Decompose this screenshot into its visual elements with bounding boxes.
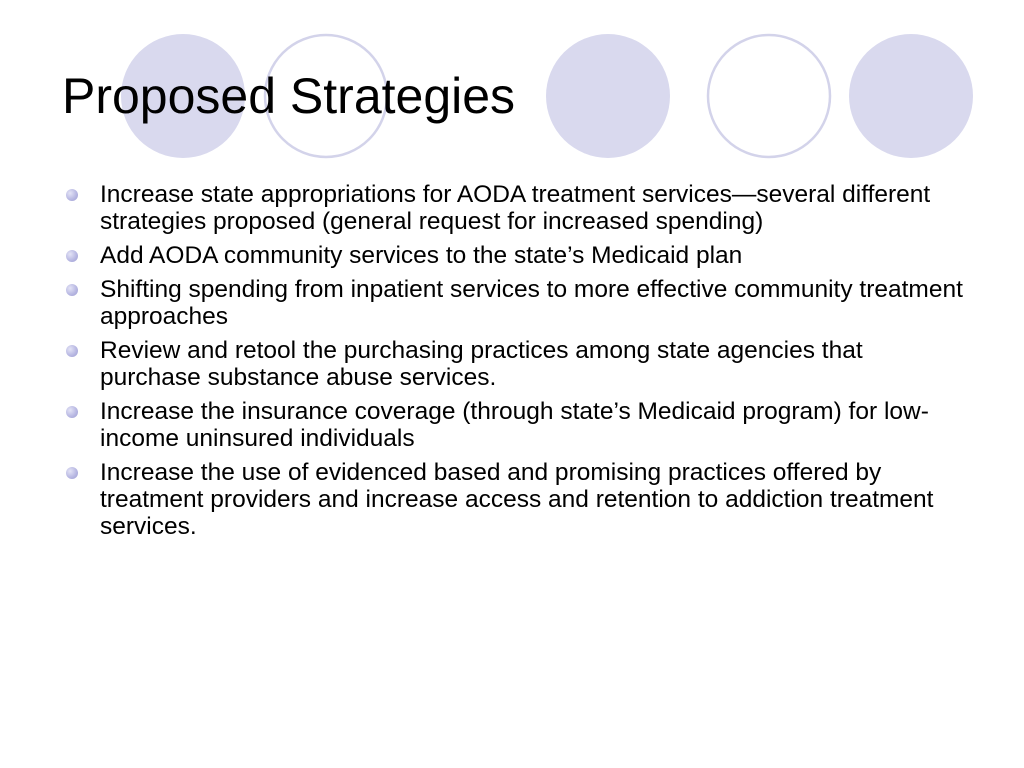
bullet-dot-icon bbox=[66, 467, 78, 479]
bullet-dot-icon bbox=[66, 406, 78, 418]
bullet-text: Increase the use of evidenced based and promising practices offered by treatment providers and increase access and retention to addiction treatment services. bbox=[100, 459, 934, 540]
bullet-dot-icon bbox=[66, 189, 78, 201]
bullet-text: Increase the insurance coverage (through state’s Medicaid program) for low-income uninsured individuals bbox=[100, 398, 929, 452]
bullet-item bbox=[66, 276, 966, 330]
bullet-dot-icon bbox=[66, 284, 78, 296]
slide-title: Proposed Strategies bbox=[62, 68, 516, 124]
filled-circle-3 bbox=[849, 34, 973, 158]
bullet-list bbox=[66, 181, 966, 547]
bullet-item bbox=[66, 459, 966, 540]
bullet-item bbox=[66, 181, 966, 235]
bullet-item bbox=[66, 398, 966, 452]
filled-circle-2 bbox=[546, 34, 670, 158]
bullet-dot-icon bbox=[66, 345, 78, 357]
bullet-text: Review and retool the purchasing practices among state agencies that purchase substance abuse services. bbox=[100, 337, 863, 391]
bullet-dot-icon bbox=[66, 250, 78, 262]
bullet-text: Shifting spending from inpatient services to more effective community treatment approaches bbox=[100, 276, 963, 330]
bullet-item bbox=[66, 337, 966, 391]
bullet-text: Increase state appropriations for AODA treatment services—several different strategies proposed (general request for increased spending) bbox=[100, 181, 931, 235]
bullet-text: Add AODA community services to the state’s Medicaid plan bbox=[100, 242, 743, 269]
bullet-item bbox=[66, 242, 966, 269]
outline-circle-2 bbox=[708, 35, 830, 157]
